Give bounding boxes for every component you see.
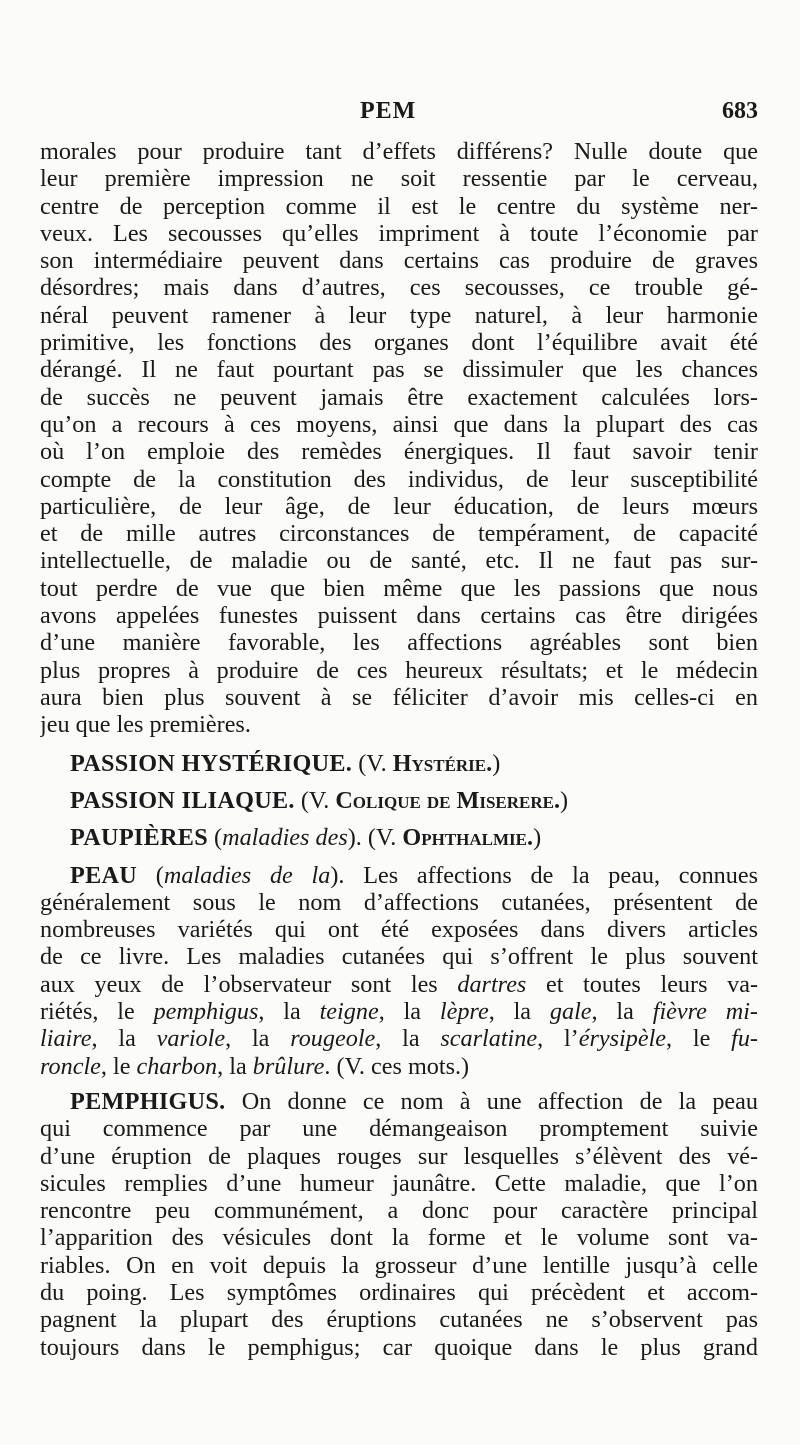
text-line: centre de perception comme il est le centre du système ner- <box>40 192 758 220</box>
cross-reference: Hystérie. <box>392 749 493 777</box>
text-line: tout perdre de vue que bien même que les passions que nous <box>40 574 758 602</box>
text-line: de succès ne peuvent jamais être exactement calculées lors- <box>40 383 758 411</box>
cross-reference: Ophthalmie. <box>402 823 534 851</box>
text-line: qui commence par une démangeaison promptement suivie <box>40 1115 758 1143</box>
text-line: jeu que les premières. <box>40 711 251 739</box>
text-line: désordres; mais dans d’autres, ces secousses, ce trouble gé- <box>40 274 758 302</box>
text-line: l’apparition des vésicules dont la forme et le volume sont va- <box>40 1224 758 1252</box>
cross-reference-entries <box>40 745 758 856</box>
text-line: particulière, de leur âge, de leur éducation, de leurs mœurs <box>40 492 758 520</box>
text-line: avons appelées funestes puissent dans certains cas être dirigées <box>40 602 758 630</box>
text-line: du poing. Les symptômes ordinaires qui précèdent et accom- <box>40 1278 758 1306</box>
text-line: compte de la constitution des individus, de leur susceptibilité <box>40 465 758 493</box>
entry-passion-hysterique: PASSION HYSTÉRIQUE. (V. Hystérie.) <box>70 749 501 777</box>
entry-paupieres: PAUPIÈRES (maladies des). (V. Ophthalmie.) <box>70 823 542 851</box>
text-line: aux yeux de l’observateur sont les dartres et toutes leurs va- <box>40 970 758 998</box>
body-text <box>40 138 758 1361</box>
text-line: son intermédiaire peuvent dans certains cas produire de graves <box>40 247 758 275</box>
text-line: aura bien plus souvent à se féliciter d’avoir mis celles-ci en <box>40 683 758 711</box>
text-line: où l’on emploie des remèdes énergiques. Il faut savoir tenir <box>40 438 758 466</box>
text-line: liaire, la variole, la rougeole, la scarlatine, l’érysipèle, le fu- <box>40 1025 758 1053</box>
intro-paragraph <box>40 138 758 739</box>
text-line: d’une éruption de plaques rouges sur lesquelles s’élèvent des vé- <box>40 1142 758 1170</box>
text-line: plus propres à produire de ces heureux résultats; et le médecin <box>40 656 758 684</box>
text-line: de ce livre. Les maladies cutanées qui s’offrent le plus souvent <box>40 943 758 971</box>
page-number: 683 <box>722 98 758 124</box>
text-line: intellectuelle, de maladie ou de santé, etc. Il ne faut pas sur- <box>40 547 758 575</box>
text-line: sicules remplies d’une humeur jaunâtre. Cette maladie, que l’on <box>40 1169 758 1197</box>
text-line: nombreuses variétés qui ont été exposées dans divers articles <box>40 916 758 944</box>
entry-headword: PASSION HYSTÉRIQUE. <box>70 749 353 777</box>
entry-headword: PEMPHIGUS. <box>70 1087 226 1115</box>
text-line: roncle, le charbon, la brûlure. (V. ces mots.) <box>40 1052 470 1080</box>
text-line: pagnent la plupart des éruptions cutanées ne s’observent pas <box>40 1306 758 1334</box>
running-head <box>40 98 758 138</box>
text-line: rencontre peu communément, a donc pour caractère principal <box>40 1197 758 1225</box>
text-line: morales pour produire tant d’effets différens? Nulle doute que <box>40 138 758 165</box>
entry-pemphigus <box>40 1088 758 1361</box>
cross-reference: Colique de Miserere. <box>335 786 561 814</box>
text-line: PEAU (maladies de la). Les affections de la peau, connues <box>70 861 758 889</box>
text-line: riétés, le pemphigus, la teigne, la lèpre, la gale, la fièvre mi- <box>40 998 758 1026</box>
entry-headword: PAUPIÈRES <box>70 823 208 851</box>
text-line: qu’on a recours à ces moyens, ainsi que dans la plupart des cas <box>40 410 758 438</box>
text-line: PEMPHIGUS. On donne ce nom à une affection de la peau <box>70 1087 758 1115</box>
text-line: généralement sous le nom d’affections cutanées, présentent de <box>40 888 758 916</box>
entry-headword: PASSION ILIAQUE. <box>70 786 295 814</box>
entry-peau <box>40 862 758 1080</box>
entry-passion-iliaque: PASSION ILIAQUE. (V. Colique de Miserere.) <box>70 786 569 814</box>
text-line: et de mille autres circonstances de tempérament, de capacité <box>40 520 758 548</box>
text-line: leur première impression ne soit ressentie par le cerveau, <box>40 165 758 193</box>
text-line: dérangé. Il ne faut pourtant pas se dissimuler que les chances <box>40 356 758 384</box>
text-line: riables. On en voit depuis la grosseur d’une lentille jusqu’à celle <box>40 1251 758 1279</box>
text-line: veux. Les secousses qu’elles impriment à toute l’économie par <box>40 219 758 247</box>
text-line: primitive, les fonctions des organes dont l’équilibre avait été <box>40 329 758 357</box>
text-line: néral peuvent ramener à leur type naturel, à leur harmonie <box>40 301 758 329</box>
text-line: d’une manière favorable, les affections agréables sont bien <box>40 629 758 657</box>
header-word: PEM <box>360 98 417 124</box>
entry-headword: PEAU <box>70 861 138 889</box>
text-line: toujours dans le pemphigus; car quoique dans le plus grand <box>40 1333 758 1361</box>
